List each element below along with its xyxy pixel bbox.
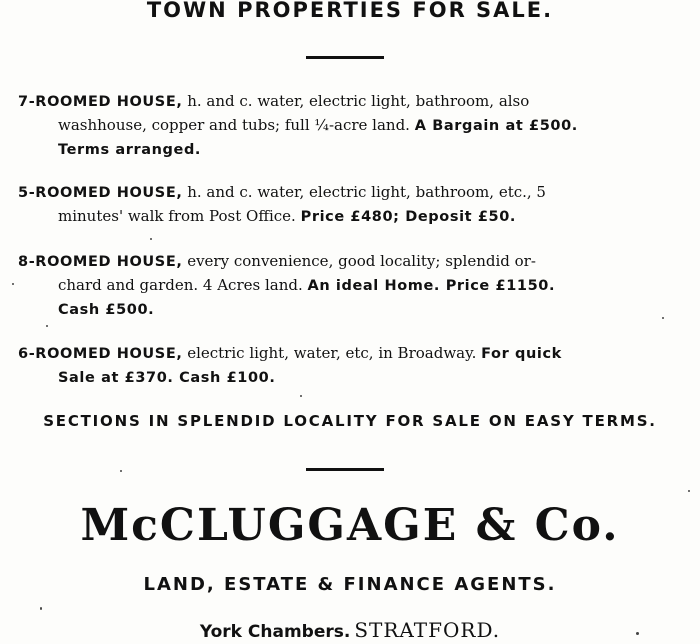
listing-line [18, 205, 678, 229]
agents-line: LAND, ESTATE & FINANCE AGENTS. [143, 574, 557, 595]
listing-emphasis: Sale at £370. Cash £100. [58, 370, 276, 386]
print-speck [12, 283, 14, 285]
listing-emphasis: For quick [481, 346, 562, 362]
listing-line [18, 181, 678, 205]
print-speck [150, 238, 152, 240]
listing-emphasis: Cash £500. [58, 302, 155, 318]
company-name: McCLUGGAGE & Co. [80, 500, 620, 551]
listing-7-roomed-house [18, 90, 678, 162]
listing-text: h. and c. water, electric light, bathroom, etc., 5 [182, 183, 546, 201]
listing-emphasis: Price £480; Deposit £50. [300, 209, 516, 225]
listing-6-roomed-house [18, 342, 678, 390]
print-speck [40, 607, 42, 610]
address-town: STRATFORD. [354, 618, 501, 642]
listing-text: electric light, water, etc, in Broadway. [182, 344, 482, 362]
listing-text: chard and garden. 4 Acres land. [58, 276, 308, 294]
listing-text: h. and c. water, electric light, bathroom, also [182, 92, 530, 110]
sections-notice: SECTIONS IN SPLENDID LOCALITY FOR SALE ON EASY TERMS. [43, 412, 657, 430]
print-speck [120, 470, 122, 472]
listing-text: every convenience, good locality; splendid or- [182, 252, 536, 270]
address-line [0, 618, 700, 642]
top-divider [306, 56, 384, 59]
print-speck [688, 490, 690, 492]
print-speck [662, 317, 664, 319]
print-speck [46, 325, 48, 327]
listing-line [18, 138, 678, 162]
listing-emphasis: Terms arranged. [58, 142, 202, 158]
listing-line [18, 250, 678, 274]
listing-line [18, 90, 678, 114]
page-heading: TOWN PROPERTIES FOR SALE. [146, 0, 554, 22]
listing-emphasis: 7-ROOMED HOUSE, [18, 94, 183, 110]
listing-emphasis: 5-ROOMED HOUSE, [18, 185, 183, 201]
listing-5-roomed-house [18, 181, 678, 229]
listing-line [18, 298, 678, 322]
listing-emphasis: A Bargain at £500. [414, 118, 578, 134]
print-speck [636, 632, 639, 635]
listing-emphasis: 6-ROOMED HOUSE, [18, 346, 183, 362]
middle-divider [306, 468, 384, 471]
print-speck [300, 395, 302, 397]
listing-8-roomed-house [18, 250, 678, 322]
address-building: York Chambers. [199, 622, 351, 642]
listing-line [18, 366, 678, 390]
listing-emphasis: An ideal Home. Price £1150. [307, 278, 556, 294]
listing-text: washhouse, copper and tubs; full ¼-acre land. [58, 116, 415, 134]
listing-emphasis: 8-ROOMED HOUSE, [18, 254, 183, 270]
listing-text: minutes' walk from Post Office. [58, 207, 301, 225]
listing-line [18, 274, 678, 298]
listing-line [18, 342, 678, 366]
listing-line [18, 114, 678, 138]
